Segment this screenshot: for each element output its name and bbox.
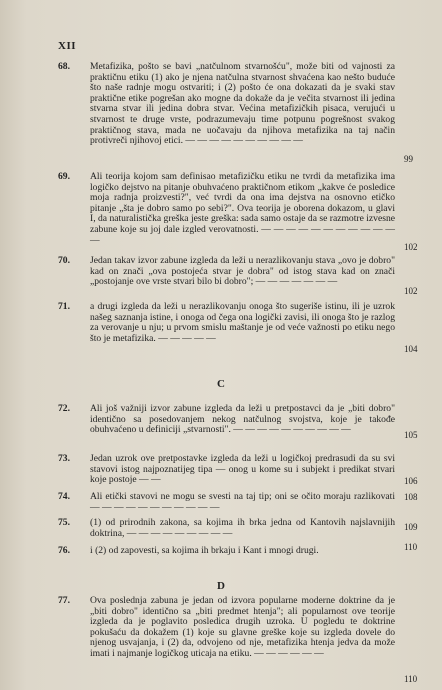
entry-page-number: 110 (404, 674, 418, 684)
entry-text: Ali još važniji izvor zabune izgleda da leži u pretpostavci da je „biti dobro" identično sa posedovanjem nekog natčulnog svojstva, koje je takođe obuhvaćeno u definiciji „stvarnosti". — — — — — — — — — — (90, 403, 395, 436)
entry-number: 72. (58, 403, 70, 414)
entry-page-number: 102 (404, 286, 418, 296)
entry-text: Ali etički stavovi ne mogu se svesti na taj tip; oni se očito moraju razlikovati — — — — — — — — — — — (90, 491, 395, 513)
entry-text: Ali teorija kojom sam definisao metafizičku etiku ne tvrdi da metafizika ima logičko dejstvo na pitanje obuhvaćeno praktičnom etikom „kakve će posledice moja radnja proizvesti?", već tvrdi da ona ima dejstva na osnovno etičko pitanje „šta je dobro samo po sebi?". Ova teorija je oborena dokazom, u glavi I, da naturalistička greška jeste greška: sada samo ostaje da se razmotre izvesne zabune koje su joj dale izgled verovatnosti. — — — — — — — — — — — — (90, 171, 396, 246)
entry-text: i (2) od zapovesti, sa kojima ih brkaju i Kant i mnogi drugi. (90, 545, 319, 556)
entry-number: 76. (58, 545, 70, 556)
entry-page-number: 104 (404, 344, 418, 354)
entry-text: Jedan uzrok ove pretpostavke izgleda da leži u logičkoj predrasudi da su svi stavovi istog najpoznatijeg tipa — onog u kome su i subjekt i predikat stvari koje postoje — — (90, 453, 395, 486)
section-heading-c: C (217, 378, 225, 390)
entry-page-number: 110 (404, 542, 418, 552)
entry-number: 75. (58, 517, 70, 528)
entry-page-number: 102 (404, 242, 418, 252)
entry-number: 70. (58, 255, 70, 266)
entry-number: 73. (58, 453, 70, 464)
entry-number: 74. (58, 491, 70, 502)
section-heading-d: D (217, 580, 225, 592)
entry-page-number: 99 (404, 154, 413, 164)
entry-number: 68. (58, 61, 70, 72)
entry-text: Jedan takav izvor zabune izgleda da leži u nerazlikovanju stava „ovo je dobro" kad on znači „ova postojeća stvar je dobra" od istog stava kad on znači „postojanje ove vrste stvari bilo bi dobro"; — — — — — — — (90, 255, 395, 288)
entry-page-number: 109 (404, 522, 418, 532)
entry-number: 71. (58, 301, 70, 312)
entry-page-number: 106 (404, 476, 418, 486)
entry-page-number: 105 (404, 430, 418, 440)
entry-number: 69. (58, 171, 70, 182)
page-number-header: XII (58, 40, 77, 52)
entry-number: 77. (58, 595, 70, 606)
entry-page-number: 108 (404, 492, 418, 502)
entry-text: Ova poslednja zabuna je jedan od izvora popularne moderne doktrine da je „biti dobro" identično sa „biti predmet htenja"; ali popularnost ove teorije izgleda da je poglavito posledica drugih uzroka. U pogledu te doktrine pokušaću da dokažem (1) koje su glavne greške koje su izgleda dovele do njenog usvajanja, i (2) da, odvojeno od nje, metafizika htenja jedva da može imati i najmanje logičkog uticaja na etiku. — — — — — — (90, 595, 395, 659)
entry-text: a drugi izgleda da leži u nerazlikovanju onoga što sugeriše istinu, ili je uzrok našeg saznanja istine, i onoga od čega ona logički zavisi, ili onoga što je razlog za verovanje u nju; u prvom smislu maštanje je od veće važnosti po etiku nego što je metafizika. — — — — — (90, 301, 395, 344)
entry-text: Metafizika, pošto se bavi „natčulnom stvarnošću", može biti od vajnosti za praktičnu etiku (1) ako je njena natčulna stvarnost shvaćena kao nešto buduće što naše radnje mogu ostvariti; i (2) pošto će ona dokazati da je svaki stav praktične etike pogrešan ako mogne da dokaže da je večita stvarnost ili jedina stvarna stvar ili jedina dobra stvar. Većina metafizičkih pisaca, verujući u stvarnost te druge vrste, podrazumevaju time potpunu pogrešnost svakog praktičnog stava, mada ne uočavaju da njihova metafizika na taj način protivreči njihovoj etici. — — — — — — — — — — (90, 61, 395, 147)
entry-text: (1) od prirodnih zakona, sa kojima ih brka jedna od Kantovih najslavnijih doktrina, — — — — — — — — — (90, 517, 395, 539)
